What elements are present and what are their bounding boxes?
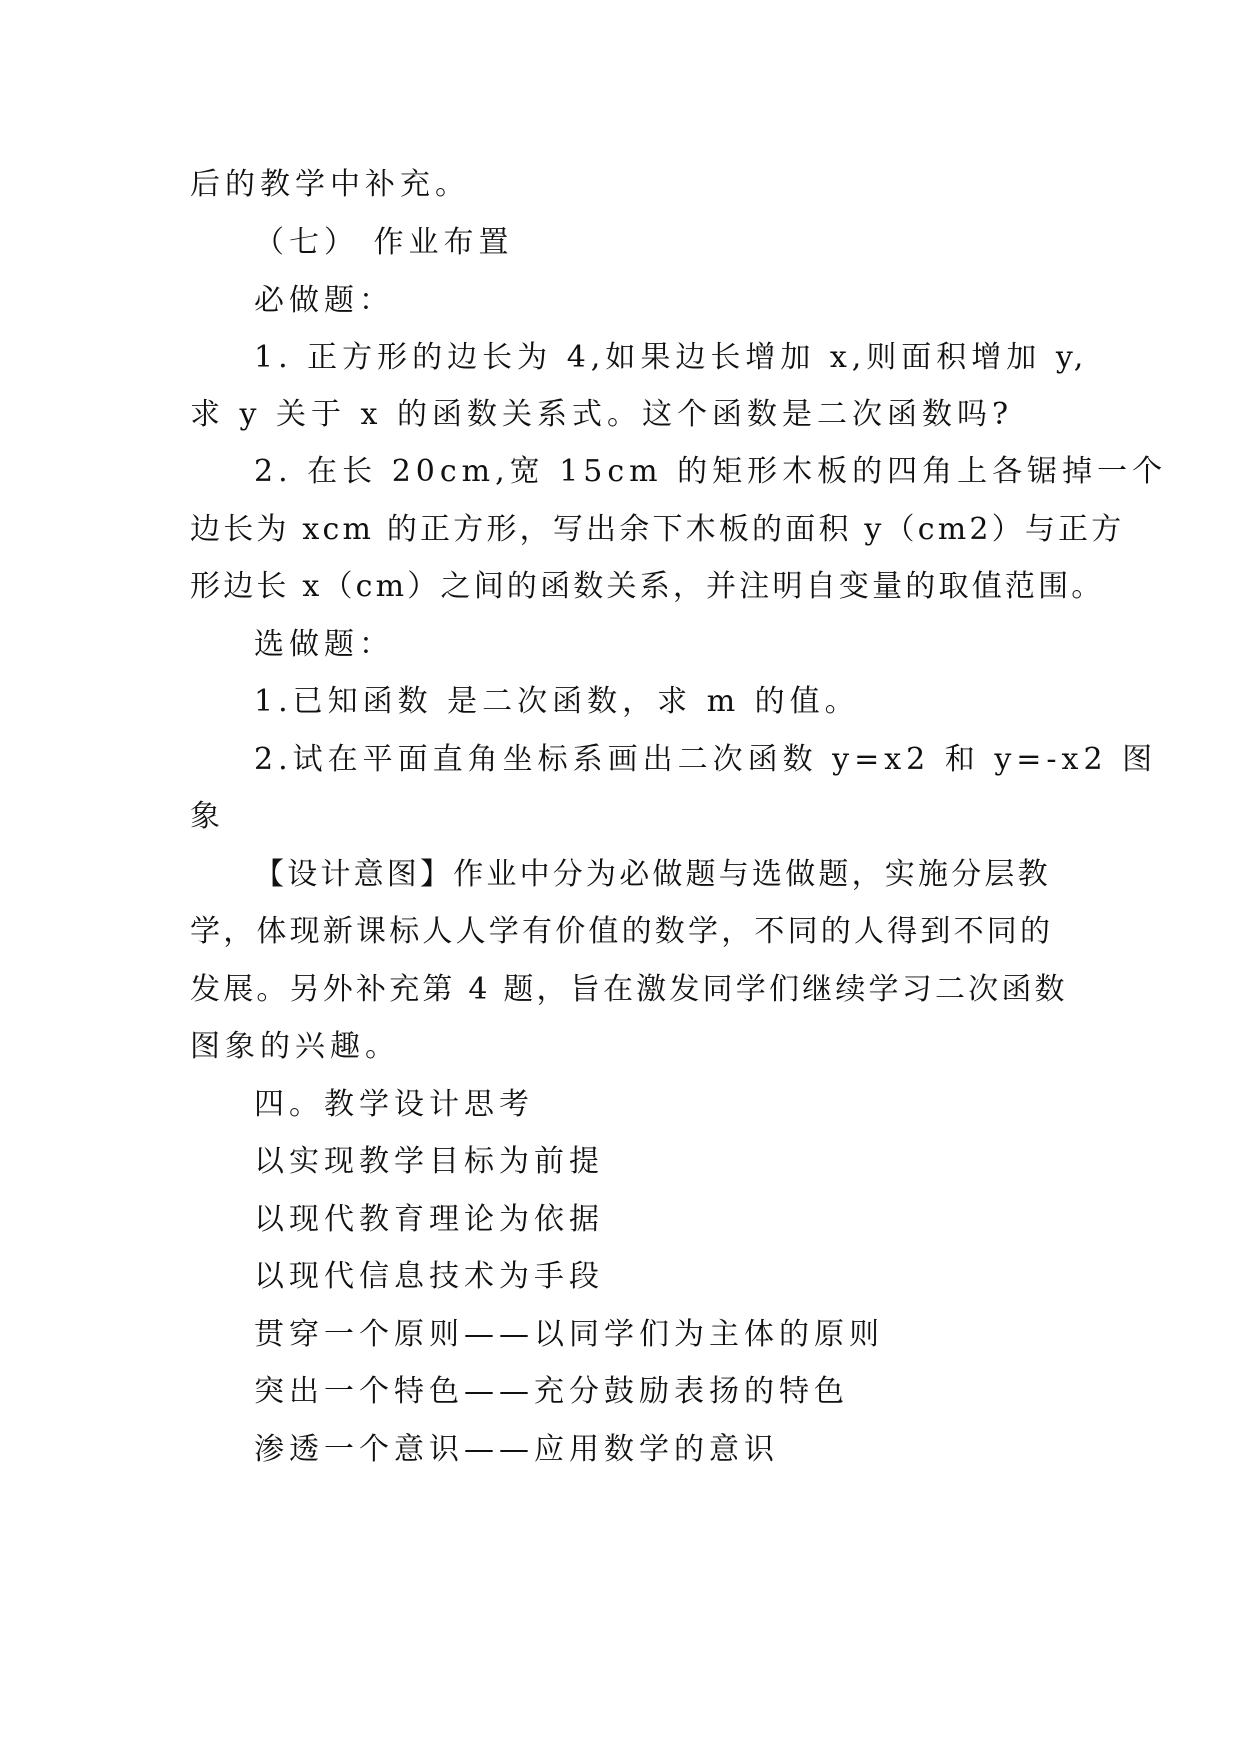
required-question-2-line-1: 2. 在长 20cm,宽 15cm 的矩形木板的四角上各锯掉一个 xyxy=(254,454,1168,489)
section-heading-design-thinking: 四。教学设计思考 xyxy=(254,1087,534,1122)
required-question-2-line-2: 边长为 xcm 的正方形，写出余下木板的面积 y（cm2）与正方 xyxy=(190,512,1125,547)
required-question-1-line-2: 求 y 关于 x 的函数关系式。这个函数是二次函数吗? xyxy=(190,397,1014,432)
optional-question-1: 1.已知函数 是二次函数，求 m 的值。 xyxy=(254,684,860,719)
document-page xyxy=(190,0,1168,1754)
section-heading-homework: （七） 作业布置 xyxy=(254,225,514,260)
paragraph-continuation: 后的教学中补充。 xyxy=(190,167,470,202)
design-principle-6: 渗透一个意识——应用数学的意识 xyxy=(254,1432,779,1467)
design-intent-line-4: 图象的兴趣。 xyxy=(190,1029,400,1064)
optional-question-2-line-1: 2.试在平面直角坐标系画出二次函数 y=x2 和 y=-x2 图 xyxy=(254,742,1158,777)
design-intent-line-1: 【设计意图】作业中分为必做题与选做题，实施分层教 xyxy=(254,857,1051,892)
optional-questions-heading: 选做题： xyxy=(254,627,394,662)
design-intent-line-3: 发展。另外补充第 4 题，旨在激发同学们继续学习二次函数 xyxy=(190,972,1068,1007)
design-principle-5: 突出一个特色——充分鼓励表扬的特色 xyxy=(254,1374,849,1409)
required-questions-heading: 必做题： xyxy=(254,283,394,318)
required-question-1-line-1: 1. 正方形的边长为 4,如果边长增加 x,则面积增加 y, xyxy=(254,340,1089,375)
design-principle-3: 以现代信息技术为手段 xyxy=(254,1259,604,1294)
required-question-2-line-3: 形边长 x（cm）之间的函数关系，并注明自变量的取值范围。 xyxy=(190,569,1105,604)
design-principle-1: 以实现教学目标为前提 xyxy=(254,1144,604,1179)
design-principle-4: 贯穿一个原则——以同学们为主体的原则 xyxy=(254,1317,884,1352)
optional-question-2-line-2: 象 xyxy=(190,799,225,834)
design-principle-2: 以现代教育理论为依据 xyxy=(254,1202,604,1237)
design-intent-line-2: 学，体现新课标人人学有价值的数学，不同的人得到不同的 xyxy=(190,914,1054,949)
